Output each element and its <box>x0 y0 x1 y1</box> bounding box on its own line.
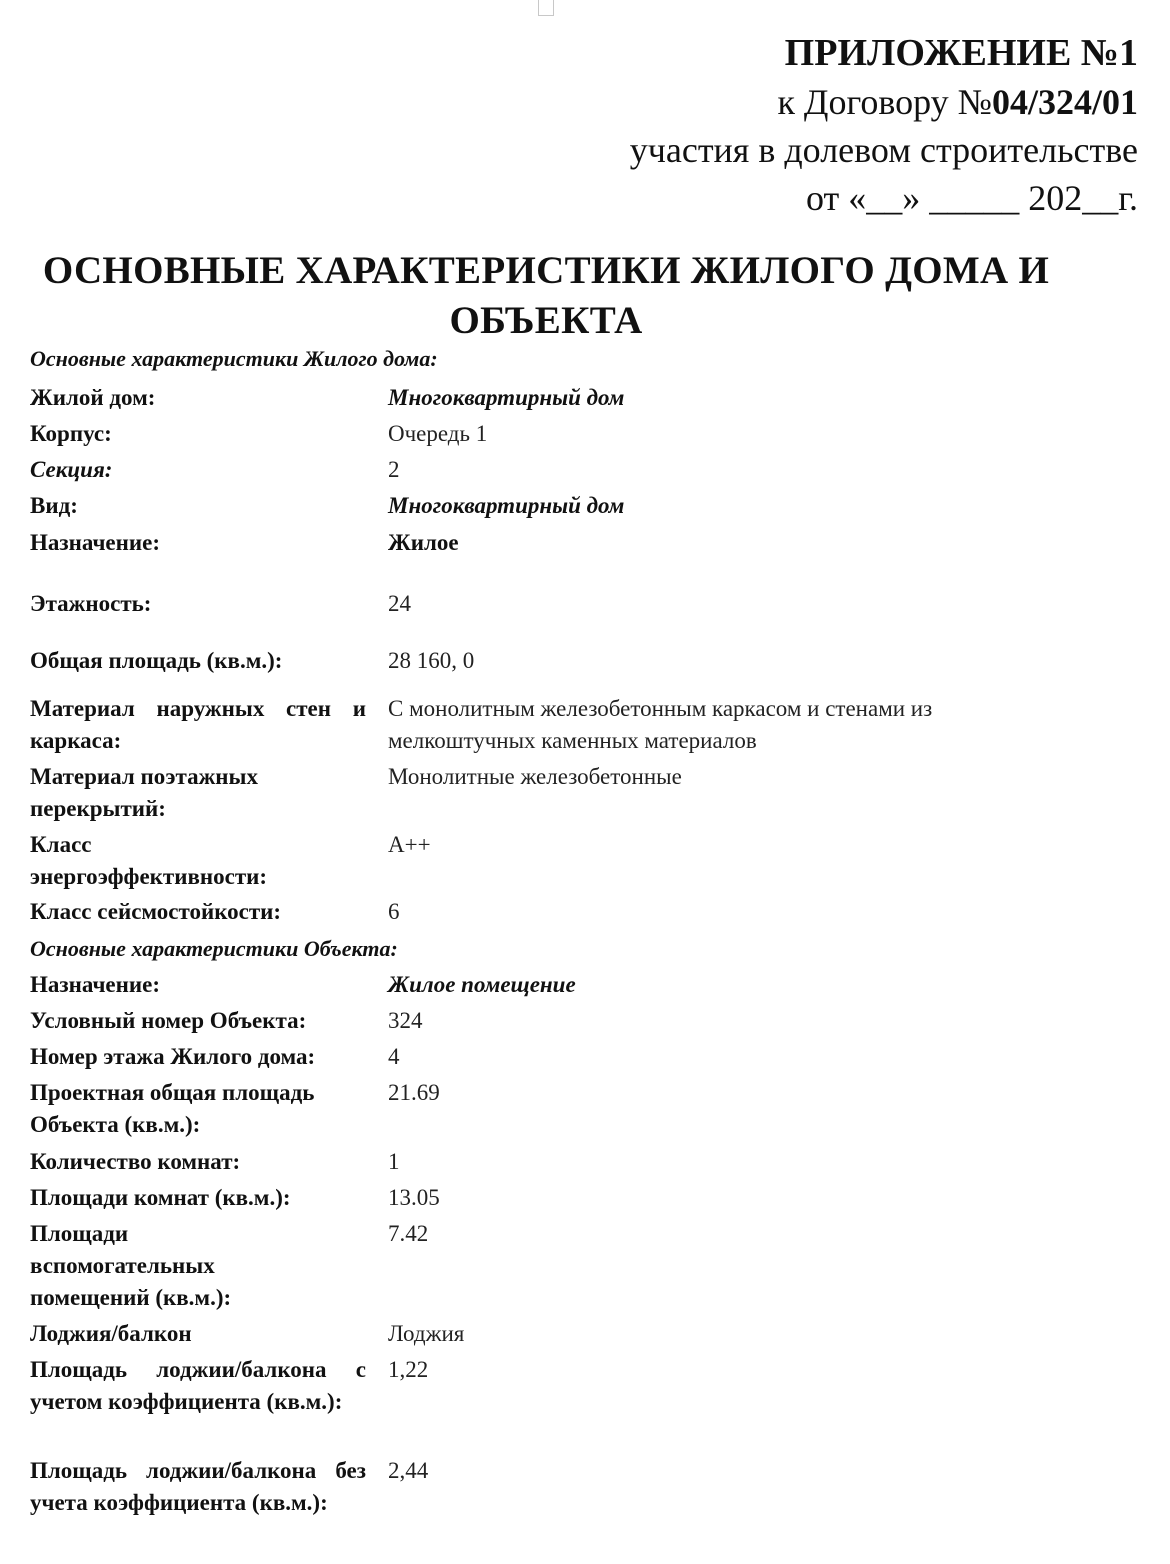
row-label: Вид: <box>30 493 78 518</box>
row-label: Назначение: <box>30 972 161 997</box>
row-value: Очередь 1 <box>388 421 488 446</box>
row-value: 6 <box>388 899 400 924</box>
row-label: Секция: <box>30 457 113 482</box>
row-value: 28 160, 0 <box>388 648 475 673</box>
row-value: Жилое помещение <box>388 972 576 997</box>
row-value: 1 <box>388 1149 400 1174</box>
row-label: Материал наружных стен и каркаса: <box>30 696 366 753</box>
document-title-line1: ОСНОВНЫЕ ХАРАКТЕРИСТИКИ ЖИЛОГО ДОМА И <box>42 249 1050 292</box>
row-label: Класс энергоэффективности: <box>30 832 268 889</box>
row-value: Лоджия <box>388 1321 465 1346</box>
row-value: 324 <box>388 1008 423 1033</box>
contract-reference <box>630 78 1138 126</box>
document-title-line2: ОБЪЕКТА <box>449 299 643 342</box>
row-label: Условный номер Объекта: <box>30 1008 307 1033</box>
object-section-heading: Основные характеристики Объекта: <box>30 936 398 961</box>
row-label: Жилой дом: <box>30 385 156 410</box>
page-top-marker <box>538 0 554 16</box>
row-value: Монолитные железобетонные <box>388 764 682 789</box>
row-value: 2,44 <box>388 1458 429 1483</box>
row-label: Номер этажа Жилого дома: <box>30 1044 316 1069</box>
row-label: Этажность: <box>30 591 152 616</box>
row-label: Площади вспомогательных помещений (кв.м.): <box>30 1221 232 1310</box>
document-title <box>26 246 1066 346</box>
contract-prefix: к Договору № <box>777 82 992 122</box>
contract-number: 04/324/01 <box>991 82 1138 122</box>
row-label: Количество комнат: <box>30 1149 241 1174</box>
row-value: Жилое <box>388 530 459 555</box>
row-value: 24 <box>388 591 411 616</box>
row-label: Класс сейсмостойкости: <box>30 899 282 924</box>
building-section-heading: Основные характеристики Жилого дома: <box>30 346 438 371</box>
row-label: Общая площадь (кв.м.): <box>30 648 283 673</box>
row-value: Многоквартирный дом <box>388 385 625 410</box>
contract-subject: участия в долевом строительстве <box>629 130 1138 170</box>
row-value: 1,22 <box>388 1357 429 1382</box>
row-label: Проектная общая площадь Объекта (кв.м.): <box>30 1080 315 1137</box>
row-label: Лоджия/балкон <box>30 1321 192 1346</box>
row-label: Назначение: <box>30 530 161 555</box>
row-value: Многоквартирный дом <box>388 493 625 518</box>
appendix-header <box>630 28 1138 222</box>
row-value: С монолитным железобетонным каркасом и стенами из мелкоштучных каменных материалов <box>388 696 933 753</box>
appendix-title: ПРИЛОЖЕНИЕ №1 <box>784 32 1138 74</box>
row-value: 4 <box>388 1044 400 1069</box>
row-label: Площади комнат (кв.м.): <box>30 1185 291 1210</box>
row-value: 13.05 <box>388 1185 440 1210</box>
row-label: Материал поэтажных перекрытий: <box>30 764 258 821</box>
row-label: Корпус: <box>30 421 112 446</box>
row-value: А++ <box>388 832 431 857</box>
row-label: Площадь лоджии/балкона без учета коэффициента (кв.м.): <box>30 1458 366 1515</box>
row-value: 21.69 <box>388 1080 440 1105</box>
contract-date-line: от «__» _____ 202__г. <box>806 178 1138 218</box>
row-value: 2 <box>388 457 400 482</box>
row-label: Площадь лоджии/балкона с учетом коэффициента (кв.м.): <box>30 1357 366 1414</box>
row-value: 7.42 <box>388 1221 429 1246</box>
